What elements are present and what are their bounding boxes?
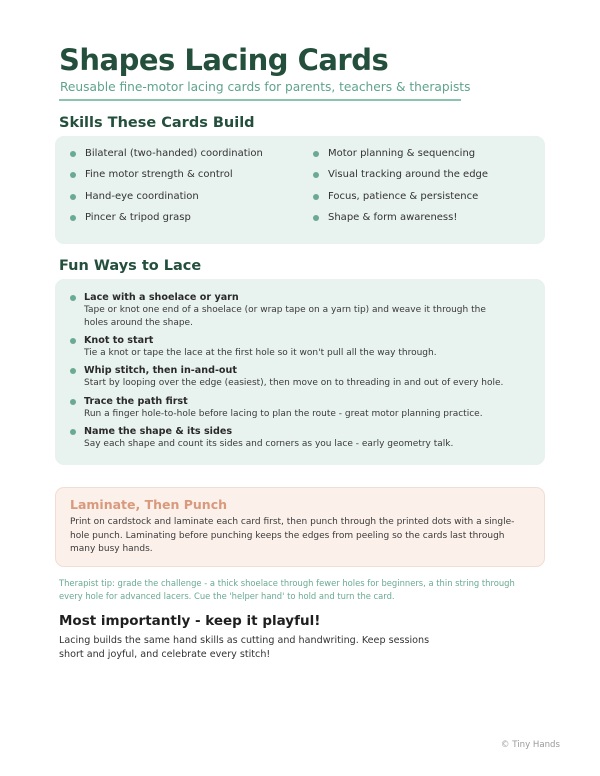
bullet-dot-icon	[70, 295, 76, 301]
bullet-dot-icon	[70, 172, 76, 178]
way-item-title: Name the shape & its sides	[84, 426, 233, 437]
skill-item: Fine motor strength & control	[70, 168, 233, 182]
way-item	[70, 291, 510, 329]
way-item	[70, 395, 510, 421]
skill-item: Motor planning & sequencing	[313, 147, 475, 161]
bullet-dot-icon	[70, 429, 76, 435]
bullet-dot-icon	[70, 151, 76, 157]
way-item	[70, 425, 510, 451]
skill-item: Bilateral (two-handed) coordination	[70, 147, 263, 161]
way-item-title: Lace with a shoelace or yarn	[84, 292, 239, 303]
bullet-dot-icon	[313, 194, 319, 200]
bullet-dot-icon	[70, 194, 76, 200]
therapist-tip: Therapist tip: grade the challenge - a thick shoelace through fewer holes for beginners, a thin string through every hole for advanced lacers. Cue the 'helper hand' to hold and turn the card.	[59, 578, 515, 601]
skill-item: Shape & form awareness!	[313, 211, 457, 225]
bullet-dot-icon	[70, 338, 76, 344]
way-item-description: Say each shape and count its sides and corners as you lace - early geometry talk.	[84, 439, 454, 449]
bullet-dot-icon	[313, 215, 319, 221]
skill-item: Pincer & tripod grasp	[70, 211, 191, 225]
ways-heading: Fun Ways to Lace	[59, 258, 202, 274]
way-item-description: Start by looping over the edge (easiest), then move on to threading in and out of every hole.	[84, 378, 504, 388]
page-subtitle: Reusable fine-motor lacing cards for parents, teachers & therapists	[60, 80, 471, 94]
bullet-dot-icon	[70, 215, 76, 221]
bullet-dot-icon	[313, 151, 319, 157]
laminate-title: Laminate, Then Punch	[70, 497, 228, 512]
way-item	[70, 364, 510, 390]
skills-heading: Skills These Cards Build	[59, 115, 255, 131]
way-item-description: Tape or knot one end of a shoelace (or wrap tape on a yarn tip) and weave it through the holes around the shape.	[84, 305, 486, 328]
footer-copyright: © Tiny Hands	[500, 740, 560, 750]
laminate-body: Print on cardstock and laminate each card first, then punch through the printed dots with a single-hole punch. Laminating before punching keeps the edges from peeling so the cards last through many busy hands.	[70, 517, 515, 554]
way-item	[70, 334, 510, 360]
way-item-description: Run a finger hole-to-hole before lacing to plan the route - great motor planning practice.	[84, 409, 483, 419]
bullet-dot-icon	[70, 399, 76, 405]
way-item-title: Trace the path first	[84, 396, 188, 407]
skill-item: Visual tracking around the edge	[313, 168, 488, 182]
skill-item: Focus, patience & persistence	[313, 190, 478, 204]
page-title: Shapes Lacing Cards	[59, 43, 389, 77]
skills-panel	[55, 136, 545, 244]
title-divider	[59, 99, 461, 101]
way-item-title: Whip stitch, then in-and-out	[84, 365, 237, 376]
skill-item: Hand-eye coordination	[70, 190, 199, 204]
bullet-dot-icon	[70, 368, 76, 374]
closing-body: Lacing builds the same hand skills as cutting and handwriting. Keep sessions short and joyful, and celebrate every stitch!	[59, 635, 430, 660]
way-item-description: Tie a knot or tape the lace at the first hole so it won't pull all the way through.	[84, 348, 437, 358]
way-item-title: Knot to start	[84, 335, 154, 346]
closing-title: Most importantly - keep it playful!	[59, 613, 321, 629]
bullet-dot-icon	[313, 172, 319, 178]
